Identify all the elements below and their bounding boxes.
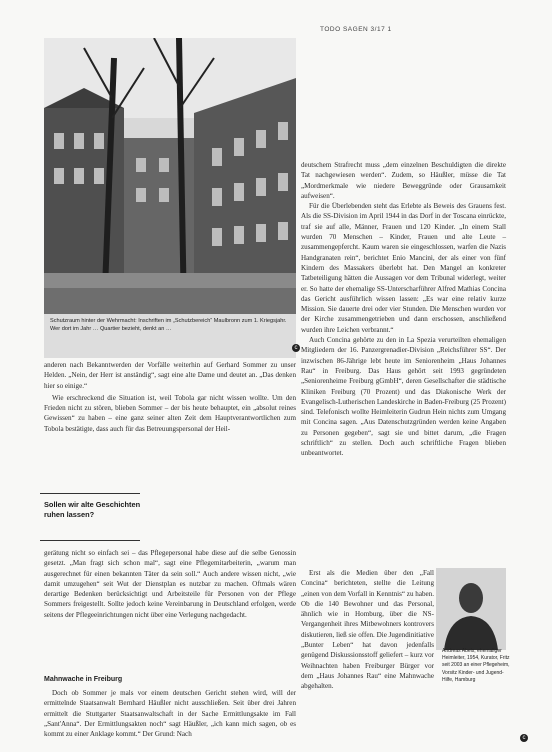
pullquote: Sollen wir alte Geschichten ruhen lassen? [44,500,141,519]
page-marker-icon: c [292,344,300,352]
paragraph: Doch ob Sommer je mals vor einem deutschen Gericht stehen wird, will der ermittelnde Staatsanwalt Bernhard Häußler nicht ausschließen. Seit über drei Jahren ermittelt die Stuttgarter Staatsanwaltschaft in der Sache Ermittlungsakte im Fall „Sant'Anna“. Der Ermittlungsakten noch“ sagt Häußler, „ich kann mich sagen, ob es kommt zu einer Anklage kommt.“ Der Grund: Nach [44,689,296,739]
right-column [301,160,506,459]
paragraph: Erst als die Medien über den „Fall Concina“ berichteten, stellte die Leitung „einen von dem Vorfall in Kenntnis“ zu haben. Ob die 140 Bewohner und das Personal, ähnlich wie in Homburg, über die NS-Vergangenheit ihres Mitbewohners kontrovers diskutieren, ließ sie offen. Die Jugendinitiative „Bunter Leben“ hat davon jedenfalls genügend Diskussionsstoff geliefert – kurz vor Weihnachten haben Freiburger Bürger vor dem „Haus Johannes Rau“ eine Mahnwache abgehalten. [301,569,434,691]
running-head: TODO SAGEN 3/17 1 [320,26,392,33]
left-column-bottom [44,688,296,739]
pullquote-rule-bottom [40,540,140,541]
paragraph: anderen nach Bekanntwerden der Vorfälle weiterhin auf Gerhard Sommer zu unser Helden. „Nein, der Herr ist anständig“, sagt eine alte Dame und deutet an. „Das denken hier so einige.“ [44,361,296,390]
building-photo-graphic [44,38,296,314]
left-column-intro [44,360,296,434]
paragraph: deutschem Strafrecht muss „dem einzelnen Beschuldigten die direkte Tat nachgewiesen werden“. Zudem, so Häußler, müsse die Tat „Mordmerkmale wie niedere Beweggründe oder Grausamkeit aufweisen“. [301,161,506,200]
paragraph: gerätung nicht so einfach sei – das Pflegepersonal habe diese auf die selbe Genossin gesetzt. „Man fragt sich schon mal“, sagt eine Pflegemitarbeiterin, „warum man ausgerechnet für einen bekannten Täter da sein soll.“ Auch andere wissen nicht, „wie damit umzugehen“ seit Wut der Dienstplan es nutzbar zu machen. Oftmals wären derartige Bedenken berücksichtigt und Arbeitsteile für Personen von der Pflege Sommers freigestellt. Sollte jedoch keine Vereinbarung in Deutschland erfolgen, werde seitens der Pflegeeinrichtungen nicht über eine Verlegung nachgedacht. [44,549,296,619]
end-marker-icon: c [520,734,528,742]
photo-caption: Schutzraum hinter der Wehrmacht: Inschriften im „Schutzbereich“ Maulbronn zum 1. Kriegsjahr. Wer dort im Jahr … Quartier bezieht, denkt an … [44,314,296,358]
portrait-photo [436,568,506,650]
right-column-bottom [301,568,434,692]
section-subhead: Mahnwache in Freiburg [44,676,123,683]
building-photo [44,38,296,314]
portrait-caption: Andreas Abels, ehemaliger Heimleiter, 1954, Kurator, Fritz seit 2003 an einer Pflegeheim, Vorsitz Kinder- und Jugend-Hilfe, Hamburg [442,648,510,683]
portrait-graphic [436,568,506,650]
pullquote-rule-top [40,493,140,494]
paragraph: Auch Concina gehörte zu den in La Spezia verurteilten ehemaligen Mitgliedern der 16. Panzergrenadier-Division „Reichsführer SS“. Der inzwischen 86-Jährige lebt heute im Seniorenheim „Haus Johannes Rau“ in Freiburg. Das Haus gehört seit 1993 gegründeten „Seniorenheime Freiburg gGmbH“, deren Gesellschafter die städtische Kliniken Freiburg (70 Prozent) und das Diakonische Werk der Evangelisch-Lutherischen Landeskirche in Baden-Freiburg (25 Prozent) sind. Telefonisch wollte Heimleiterin Gudrun Hein nichts zum Umgang mit Concina sagen. „Aus Datenschutzgründen werden keine Angaben zu Personen gegeben“, sagt sie und bittet darum, „die Fragen schriftlich“ zu stellen. Doch auch schriftliche Fragen blieben unbeantwortet. [301,336,506,458]
paragraph: Für die Überlebenden steht das Erlebte als Beweis des Grauens fest. Als die SS-Division im April 1944 in das Dorf in der Toscana einrückte, traf sie auf alle, Männer, Frauen und 120 Kinder. „In einem Stall wurden 70 Menschen – Kinder, Frauen und alte Leute – zusammengepfercht. Kaum waren sie eingeschlossen, warfen die Nazis Handgranaten rein“, berichtet Enio Mancini, der als einer von fünf Kindern des Massakers überlebt hat. Den Mangel an konkreter Tatbeteiligung hätten die Aussagen vor dem Tribunal widerlegt, weiter er. So hatte der ehemalige SS-Unterscharführer Alfred Mathias Concina das Gericht ausführlich wissen lassen: „Es war eine relativ kurze Mission. Sie dauerte drei oder vier Stunden. Die Menschen wurden vor der Kirche zusammengetrieben und dann erschossen, anschließend wurden ihre Leichen verbrannt.“ [301,202,506,334]
paragraph: Wie erschreckend die Situation ist, weil Tobola gar nicht wissen wollte. Um den Frieden nicht zu stören, blieben Sommer – der bis heute behauptet, ein „absolut reines Gewissen“ zu haben – eine ganz seiner alten Zeit dem Hauptverantwortlichen zum Tobola bestätigte, dass auch für das Betreuungspersonal der Heil- [44,393,296,433]
left-column-body [44,548,296,620]
